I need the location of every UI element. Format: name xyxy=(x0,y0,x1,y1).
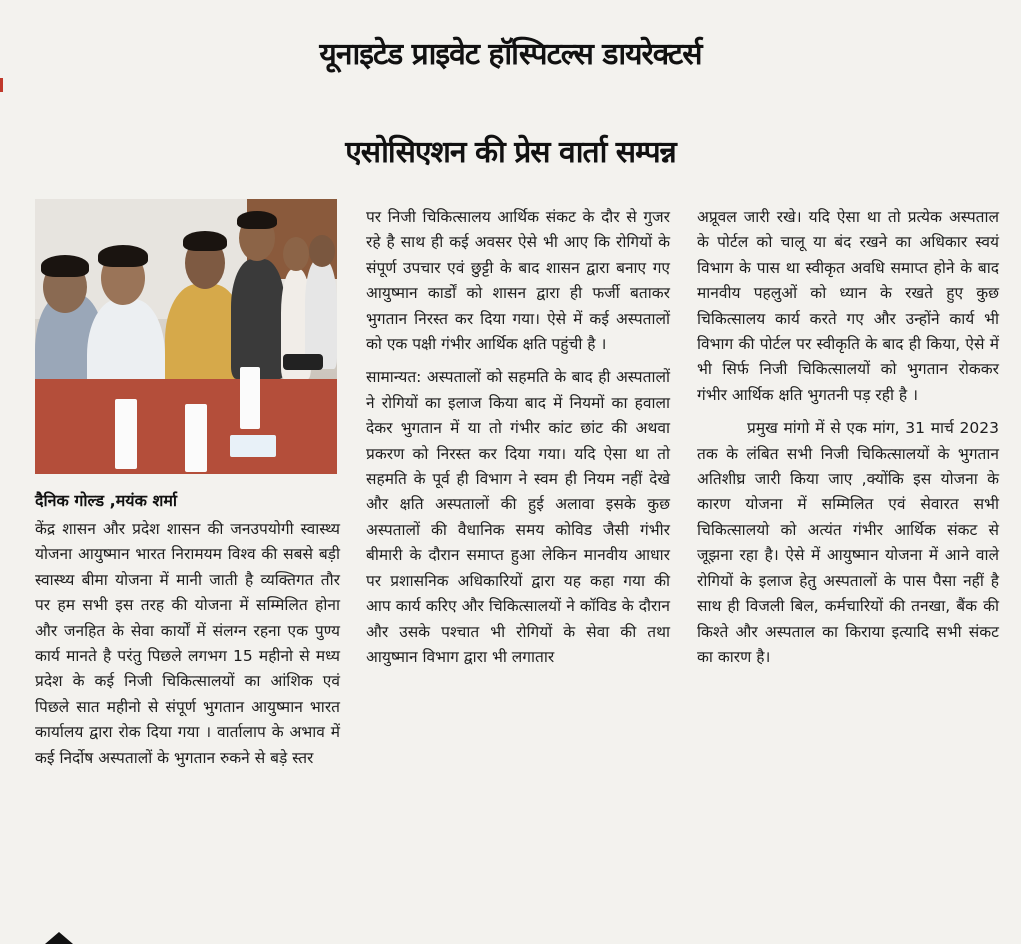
person-6-head xyxy=(309,235,335,267)
article-column-2 xyxy=(366,205,670,670)
col3-paragraph-1: अप्रूवल जारी रखे। यदि ऐसा था तो प्रत्येक अस्पताल के पोर्टल को चालू या बंद रखने का अधिकार स्वयं विभाग के पास था स्वीकृत अवधि समाप्त होने के बाद मानवीय पहलुओं को ध्यान के रखते हुए कुछ चिकित्सालय कार्य करते गए और उन्होंने कार्य भी विभाग की पोर्टल पर स्वीकृति के बाद ही किया, ऐसे में भी सिर्फ निजी चिकित्सालयों को भुगतान रोककर गंभीर आर्थिक क्षति भुगतनी पड़ रही है । xyxy=(697,208,999,404)
col2-paragraph-2: सामान्यत: अस्पतालों को सहमति के बाद ही अस्पतालों ने रोगियों का इलाज किया बाद में नियमों का हवाला देकर भुगतान में या तो गंभीर कांट छांट की अथवा प्रकरण को निरस्त कर दिया गया। यदि ऐसा था तो सहमति के पूर्व ही विभाग ने स्वम ही नियम नहीं देखे और क्षति अस्पतालों की हुई अलावा इसके कुछ अस्पतालों की वैधानिक समय कोविड जैसी गंभीर बीमारी के दौरान समाप्त हुआ लेकिन मानवीय आधार पर प्रशासनिक अधिकारियों द्वारा यह कहा गया की आप कार्य करिए और चिकित्सालयों ने कॉविड के दौरान और उसके पश्चात भी रोगियों के सेवा की तथा आयुष्मान विभाग द्वारा भी लगातार xyxy=(366,368,670,666)
person-1-hair xyxy=(41,255,89,277)
person-6 xyxy=(305,259,337,369)
person-4-hair xyxy=(237,211,277,229)
person-5-head xyxy=(283,237,309,271)
name-card-1 xyxy=(115,399,137,469)
col1-paragraph-1: केंद्र शासन और प्रदेश शासन की जनउपयोगी स्वास्थ्य योजना आयुष्मान भारत निरामयम विश्व की सबसे बड़ी स्वास्थ्य बीमा योजना में मानी जाती है व्यक्तिगत तौर पर हम सभी इस तरह की योजना में सम्मिलित होना और जनहित के सेवा कार्यों में संलग्न रहना एक पुण्य कार्य मानते है परंतु पिछले लगभग 15 महीनो से मध्य प्रदेश के कई निजी चिकित्सालयों का आंशिक एवं पिछले सात महीनो से संपूर्ण भुगतान आयुष्मान भारत कार्यालय द्वारा रोक दिया गया । वार्तालाप के अभाव में कई निर्दोष अस्पतालों के भुगतान रुकने से बड़े स्तर xyxy=(35,520,340,767)
headline-line-1: यूनाइटेड प्राइवेट हॉस्पिटल्स डायरेक्टर्स xyxy=(319,37,702,72)
person-3-hair xyxy=(183,231,227,251)
article-column-1 xyxy=(35,517,340,771)
byline: दैनिक गोल्ड ,मयंक शर्मा xyxy=(35,491,178,510)
headline-line-2: एसोसिएशन की प्रेस वार्ता सम्पन्न xyxy=(345,135,676,170)
col3-paragraph-2: प्रमुख मांगो में से एक मांग, 31 मार्च 2023 तक के लंबित सभी निजी चिकित्सालयों के भुगतान अतिशीघ्र जारी किया जाए ,क्योंकि इस योजना के कारण योजना में सम्मिलित एवं सेवारत सभी चिकित्सालयो को अत्यंत गंभीर आर्थिक संकट से जूझना रहा है। ऐसे में आयुष्मान योजना में आने वाले रोगियों के इलाज हेतु अस्पतालों के पास पैसा नहीं है साथ ही विजली बिल, कर्मचारियों की तनखा, बैंक की किश्ते और अस्पताल का किराया इत्यादि सभी संकट का कारण है। xyxy=(697,419,999,666)
water-bottle xyxy=(230,435,276,457)
page-corner-mark xyxy=(45,932,73,944)
name-card-3 xyxy=(240,367,260,429)
name-card-2 xyxy=(185,404,207,472)
press-conference-photo xyxy=(35,199,337,474)
col2-paragraph-1: पर निजी चिकित्सालय आर्थिक संकट के दौर से गुजर रहे है साथ ही कई अवसर ऐसे भी आए कि रोगियों के संपूर्ण उपचार एवं छुट्टी के बाद शासन द्वारा बनाए गए आयुष्मान कार्डों को शासन द्वारा ही फर्जी बताकर भुगतान निरस्त कर दिया गया। ऐसे में कई अस्पतालों को एक पक्षी गंभीर आर्थिक क्षति पहुंची है । xyxy=(366,208,670,354)
person-4 xyxy=(231,259,285,379)
article-column-3 xyxy=(697,205,999,670)
microphone xyxy=(283,354,323,370)
person-2-hair xyxy=(98,245,148,267)
